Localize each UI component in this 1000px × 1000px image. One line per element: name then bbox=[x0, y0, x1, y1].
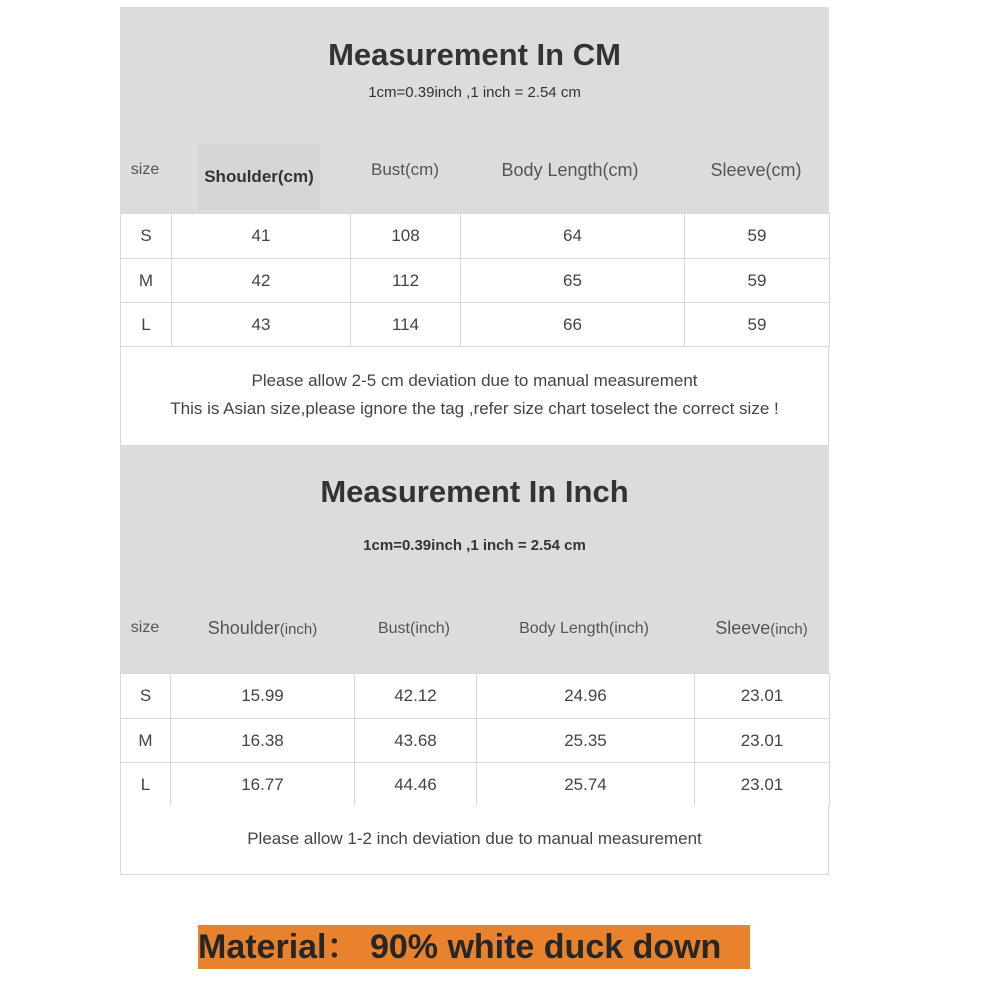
cm-cell-shoulder: 42 bbox=[172, 259, 351, 303]
cm-cell-bust: 108 bbox=[351, 214, 461, 259]
cm-cell-body-length: 64 bbox=[461, 214, 685, 259]
cm-cell-shoulder: 41 bbox=[172, 214, 351, 259]
inch-cell-body-length: 25.35 bbox=[477, 719, 695, 763]
cm-deviation-note: Please allow 2-5 cm deviation due to manual measurement bbox=[251, 371, 698, 390]
inch-cell-sleeve: 23.01 bbox=[695, 763, 830, 807]
inch-size-table bbox=[120, 673, 830, 807]
cm-cell-sleeve: 59 bbox=[685, 214, 830, 259]
inch-header-bust: Bust(inch) bbox=[377, 620, 451, 637]
inch-cell-shoulder: 15.99 bbox=[171, 674, 355, 719]
table-row bbox=[121, 214, 830, 259]
table-row bbox=[121, 763, 830, 807]
cm-cell-body-length: 66 bbox=[461, 303, 685, 347]
cm-cell-size: S bbox=[121, 214, 172, 259]
inch-deviation-note: Please allow 1-2 inch deviation due to manual measurement bbox=[247, 829, 702, 848]
inch-cell-sleeve: 23.01 bbox=[695, 719, 830, 763]
table-row bbox=[121, 259, 830, 303]
inch-cell-size: L bbox=[121, 763, 171, 807]
inch-cell-size: M bbox=[121, 719, 171, 763]
cm-cell-sleeve: 59 bbox=[685, 259, 830, 303]
inch-header-shoulder bbox=[180, 618, 345, 639]
material-banner: Material： 90% white duck down bbox=[198, 925, 750, 969]
inch-header-sleeve-unit: (inch) bbox=[770, 621, 808, 638]
cm-cell-bust: 112 bbox=[351, 259, 461, 303]
inch-header-sleeve bbox=[694, 618, 829, 639]
inch-cell-bust: 42.12 bbox=[355, 674, 477, 719]
inch-title: Measurement In Inch bbox=[320, 474, 629, 509]
cm-header-panel bbox=[120, 7, 829, 213]
inch-cell-size: S bbox=[121, 674, 171, 719]
cm-notes-box bbox=[120, 347, 829, 446]
inch-notes-box bbox=[120, 806, 829, 875]
inch-header-shoulder-label: Shoulder bbox=[207, 618, 280, 638]
cm-header-bust: Bust(cm) bbox=[371, 160, 439, 179]
table-row bbox=[121, 719, 830, 763]
inch-conversion-note: 1cm=0.39inch ,1 inch = 2.54 cm bbox=[363, 537, 586, 554]
cm-cell-body-length: 65 bbox=[461, 259, 685, 303]
cm-header-sleeve: Sleeve(cm) bbox=[710, 160, 802, 180]
cm-size-table bbox=[120, 213, 830, 347]
inch-cell-shoulder: 16.77 bbox=[171, 763, 355, 807]
cm-conversion-note: 1cm=0.39inch ,1 inch = 2.54 cm bbox=[368, 84, 581, 101]
inch-cell-body-length: 25.74 bbox=[477, 763, 695, 807]
inch-header-sleeve-label: Sleeve bbox=[715, 618, 771, 638]
cm-cell-shoulder: 43 bbox=[172, 303, 351, 347]
table-row bbox=[121, 674, 830, 719]
cm-header-shoulder: Shoulder(cm) bbox=[198, 144, 320, 210]
cm-cell-size: M bbox=[121, 259, 172, 303]
inch-cell-body-length: 24.96 bbox=[477, 674, 695, 719]
inch-header-panel bbox=[120, 446, 829, 673]
inch-cell-bust: 44.46 bbox=[355, 763, 477, 807]
cm-title: Measurement In CM bbox=[328, 37, 621, 72]
table-row bbox=[121, 303, 830, 347]
cm-cell-bust: 114 bbox=[351, 303, 461, 347]
cm-cell-size: L bbox=[121, 303, 172, 347]
asian-size-note: This is Asian size,please ignore the tag ,refer size chart toselect the correct size ! bbox=[170, 399, 779, 418]
cm-header-size: size bbox=[130, 161, 160, 178]
cm-cell-sleeve: 59 bbox=[685, 303, 830, 347]
inch-cell-bust: 43.68 bbox=[355, 719, 477, 763]
inch-cell-shoulder: 16.38 bbox=[171, 719, 355, 763]
inch-header-body-length: Body Length(inch) bbox=[519, 620, 649, 637]
inch-header-shoulder-unit: (inch) bbox=[279, 621, 318, 638]
inch-header-size: size bbox=[130, 619, 160, 636]
cm-header-body-length: Body Length(cm) bbox=[501, 160, 639, 180]
inch-cell-sleeve: 23.01 bbox=[695, 674, 830, 719]
